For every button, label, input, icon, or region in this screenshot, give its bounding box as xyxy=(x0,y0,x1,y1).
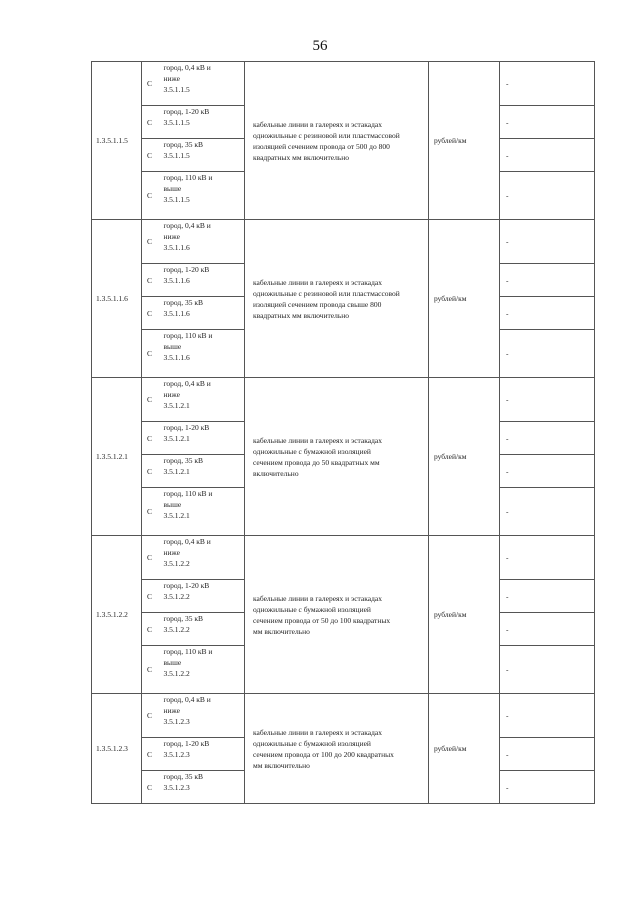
table-row xyxy=(92,378,595,422)
voltage-level: город, 110 кВ и выше 3.5.1.1.6 xyxy=(163,331,213,362)
item-description: кабельные линии в галереях и эстакадах одножильные с бумажной изоляцией сечением провода от 50 до 100 квадратных мм включительно xyxy=(253,593,391,636)
tariff-value: - xyxy=(500,378,595,422)
tariff-value: - xyxy=(500,455,595,488)
tariff-value: - xyxy=(500,738,595,771)
row-letter: С xyxy=(142,738,161,771)
row-letter: С xyxy=(142,330,161,378)
table-row xyxy=(92,220,595,264)
voltage-level: город, 0,4 кВ и ниже 3.5.1.2.3 xyxy=(163,695,211,726)
voltage-level: город, 110 кВ и выше 3.5.1.2.1 xyxy=(163,489,213,520)
table-row xyxy=(92,536,595,580)
row-letter: С xyxy=(142,536,161,580)
voltage-level: город, 110 кВ и выше 3.5.1.1.5 xyxy=(163,173,213,204)
voltage-level: город, 35 кВ 3.5.1.2.1 xyxy=(163,456,204,476)
item-description: кабельные линии в галереях и эстакадах одножильные с резиновой или пластмассовой изоляцией сечением провода свыше 800 квадратных мм включительно xyxy=(253,277,400,320)
row-letter: С xyxy=(142,62,161,106)
tariff-value: - xyxy=(500,297,595,330)
voltage-level: город, 1-20 кВ 3.5.1.2.3 xyxy=(163,739,210,759)
voltage-level: город, 35 кВ 3.5.1.2.2 xyxy=(163,614,204,634)
row-letter: С xyxy=(142,264,161,297)
voltage-level: город, 1-20 кВ 3.5.1.1.5 xyxy=(163,107,210,127)
tariff-value: - xyxy=(500,422,595,455)
row-letter: С xyxy=(142,646,161,694)
tariff-value: - xyxy=(500,694,595,738)
row-letter: С xyxy=(142,378,161,422)
row-letter: С xyxy=(142,106,161,139)
voltage-level: город, 0,4 кВ и ниже 3.5.1.2.2 xyxy=(163,537,211,568)
row-letter: С xyxy=(142,771,161,804)
voltage-level: город, 0,4 кВ и ниже 3.5.1.1.5 xyxy=(163,63,211,94)
tariff-value: - xyxy=(500,580,595,613)
voltage-level: город, 1-20 кВ 3.5.1.2.2 xyxy=(163,581,210,601)
unit-label: рублей/км xyxy=(429,378,500,536)
voltage-level: город, 35 кВ 3.5.1.1.6 xyxy=(163,298,204,318)
row-letter: С xyxy=(142,613,161,646)
tariff-value: - xyxy=(500,264,595,297)
row-letter: С xyxy=(142,220,161,264)
tariff-value: - xyxy=(500,139,595,172)
tariff-value: - xyxy=(500,646,595,694)
row-letter: С xyxy=(142,139,161,172)
unit-label: рублей/км xyxy=(429,536,500,694)
row-letter: С xyxy=(142,694,161,738)
voltage-level: город, 1-20 кВ 3.5.1.1.6 xyxy=(163,265,210,285)
unit-label: рублей/км xyxy=(429,694,500,804)
row-letter: С xyxy=(142,455,161,488)
item-code: 1.3.5.1.1.6 xyxy=(92,220,142,378)
voltage-level: город, 110 кВ и выше 3.5.1.2.2 xyxy=(163,647,213,678)
tariff-value: - xyxy=(500,62,595,106)
row-letter: С xyxy=(142,422,161,455)
tariff-value: - xyxy=(500,330,595,378)
tariff-value: - xyxy=(500,172,595,220)
voltage-level: город, 1-20 кВ 3.5.1.2.1 xyxy=(163,423,210,443)
tariff-value: - xyxy=(500,613,595,646)
item-code: 1.3.5.1.1.5 xyxy=(92,62,142,220)
tariff-value: - xyxy=(500,106,595,139)
voltage-level: город, 35 кВ 3.5.1.1.5 xyxy=(163,140,204,160)
page-number: 56 xyxy=(312,38,328,54)
table-row xyxy=(92,694,595,738)
row-letter: С xyxy=(142,580,161,613)
item-description: кабельные линии в галереях и эстакадах одножильные с резиновой или пластмассовой изоляцией сечением провода от 500 до 800 квадратных мм включительно xyxy=(253,119,400,162)
tariff-value: - xyxy=(500,488,595,536)
row-letter: С xyxy=(142,172,161,220)
voltage-level: город, 0,4 кВ и ниже 3.5.1.2.1 xyxy=(163,379,211,410)
tariff-value: - xyxy=(500,536,595,580)
item-code: 1.3.5.1.2.3 xyxy=(92,694,142,804)
voltage-level: город, 35 кВ 3.5.1.2.3 xyxy=(163,772,204,792)
item-code: 1.3.5.1.2.1 xyxy=(92,378,142,536)
item-description: кабельные линии в галереях и эстакадах одножильные с бумажной изоляцией сечением провода от 100 до 200 квадратных мм включительно xyxy=(253,727,394,770)
unit-label: рублей/км xyxy=(429,62,500,220)
table-row xyxy=(92,62,595,106)
tariff-value: - xyxy=(500,771,595,804)
row-letter: С xyxy=(142,488,161,536)
item-description: кабельные линии в галереях и эстакадах одножильные с бумажной изоляцией сечением провода до 50 квадратных мм включительно xyxy=(253,435,382,478)
tariff-table xyxy=(91,61,595,804)
item-code: 1.3.5.1.2.2 xyxy=(92,536,142,694)
row-letter: С xyxy=(142,297,161,330)
voltage-level: город, 0,4 кВ и ниже 3.5.1.1.6 xyxy=(163,221,211,252)
unit-label: рублей/км xyxy=(429,220,500,378)
tariff-value: - xyxy=(500,220,595,264)
